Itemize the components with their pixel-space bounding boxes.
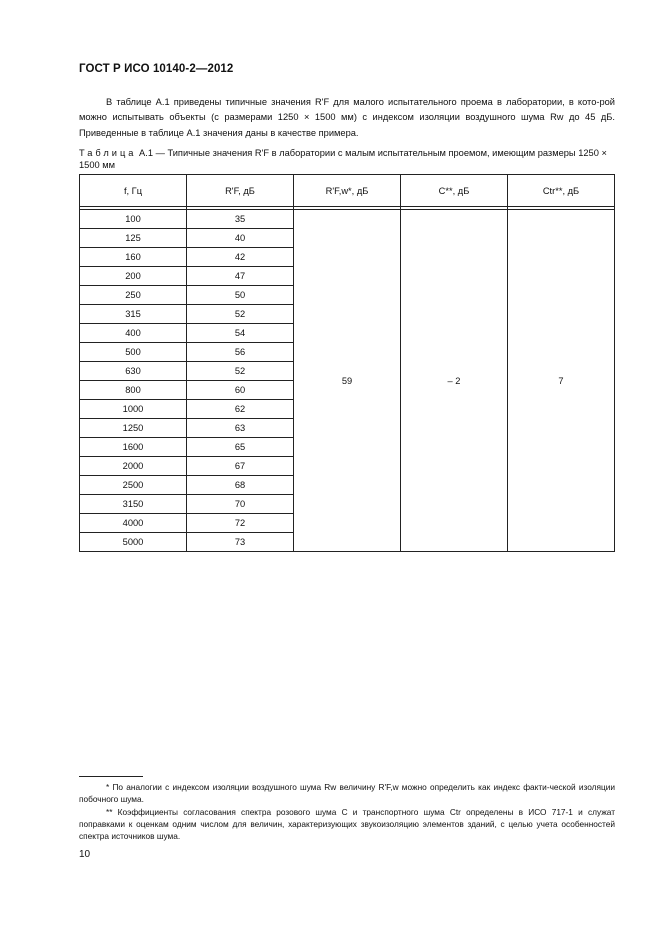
cell-frequency: 2000: [80, 457, 187, 476]
table-row: [80, 210, 615, 229]
cell-frequency: 630: [80, 362, 187, 381]
cell-rf: 50: [187, 286, 294, 305]
cell-frequency: 4000: [80, 514, 187, 533]
footnotes: [79, 781, 615, 842]
header-c: C**, дБ: [401, 175, 508, 207]
cell-rf: 47: [187, 267, 294, 286]
cell-frequency: 100: [80, 210, 187, 229]
cell-frequency: 2500: [80, 476, 187, 495]
cell-rf: 62: [187, 400, 294, 419]
cell-frequency: 1600: [80, 438, 187, 457]
table-caption-label: Таблица: [79, 148, 137, 158]
cell-rf: 56: [187, 343, 294, 362]
cell-rf: 70: [187, 495, 294, 514]
cell-frequency: 400: [80, 324, 187, 343]
footnote-2: ** Коэффициенты согласования спектра розового шума C и транспортного шума Ctr определены в ИСО 717-1 и служат поправками к оценкам одним числом для величин, характеризующих звукоизоляцию элементов зданий, с целью учета особенностей спектра источников шума.: [79, 806, 615, 842]
intro-paragraph: В таблице А.1 приведены типичные значения R'F для малого испытательного проема в лаборатории, в кото-рой можно испытывать объекты (с размерами 1250 × 1500 мм) с индексом изоляции воздушного шума Rw до 45 дБ. Приведенные в таблице А.1 значения даны в качестве примера.: [79, 97, 615, 138]
cell-ctr: 7: [508, 210, 615, 552]
page-number: 10: [79, 849, 91, 860]
cell-rf: 35: [187, 210, 294, 229]
cell-frequency: 800: [80, 381, 187, 400]
cell-frequency: 125: [80, 229, 187, 248]
cell-frequency: 1000: [80, 400, 187, 419]
footnote-1: * По аналогии с индексом изоляции воздушного шума Rw величину R'F,w можно определить как индекс факти-ческой изоляции побочного шума.: [79, 782, 615, 805]
header-ctr: Ctr**, дБ: [508, 175, 615, 207]
header-frequency: f, Гц: [80, 175, 187, 207]
table-caption-text: А.1 — Типичные значения R'F в лаборатории с малым испытательным проемом, имеющим размеры 1250 × 1500 мм: [79, 148, 607, 170]
cell-rf: 65: [187, 438, 294, 457]
cell-rf: 72: [187, 514, 294, 533]
header-rf: R'F, дБ: [187, 175, 294, 207]
cell-rf: 60: [187, 381, 294, 400]
cell-frequency: 200: [80, 267, 187, 286]
table-header-row: [80, 175, 615, 207]
cell-rf: 52: [187, 362, 294, 381]
document-header: ГОСТ Р ИСО 10140-2—2012: [79, 63, 234, 75]
cell-rf: 54: [187, 324, 294, 343]
header-rfw: R'F,w*, дБ: [294, 175, 401, 207]
cell-rf: 42: [187, 248, 294, 267]
table-caption: [79, 147, 615, 171]
cell-rf: 63: [187, 419, 294, 438]
cell-c: – 2: [401, 210, 508, 552]
cell-frequency: 315: [80, 305, 187, 324]
cell-frequency: 500: [80, 343, 187, 362]
cell-rfw: 59: [294, 210, 401, 552]
footnote-rule: [79, 776, 143, 777]
cell-rf: 52: [187, 305, 294, 324]
cell-frequency: 250: [80, 286, 187, 305]
cell-rf: 73: [187, 533, 294, 552]
cell-rf: 68: [187, 476, 294, 495]
cell-frequency: 3150: [80, 495, 187, 514]
table-body: [80, 207, 615, 552]
cell-frequency: 1250: [80, 419, 187, 438]
cell-rf: 40: [187, 229, 294, 248]
values-table: [79, 174, 615, 552]
cell-rf: 67: [187, 457, 294, 476]
cell-frequency: 5000: [80, 533, 187, 552]
cell-frequency: 160: [80, 248, 187, 267]
